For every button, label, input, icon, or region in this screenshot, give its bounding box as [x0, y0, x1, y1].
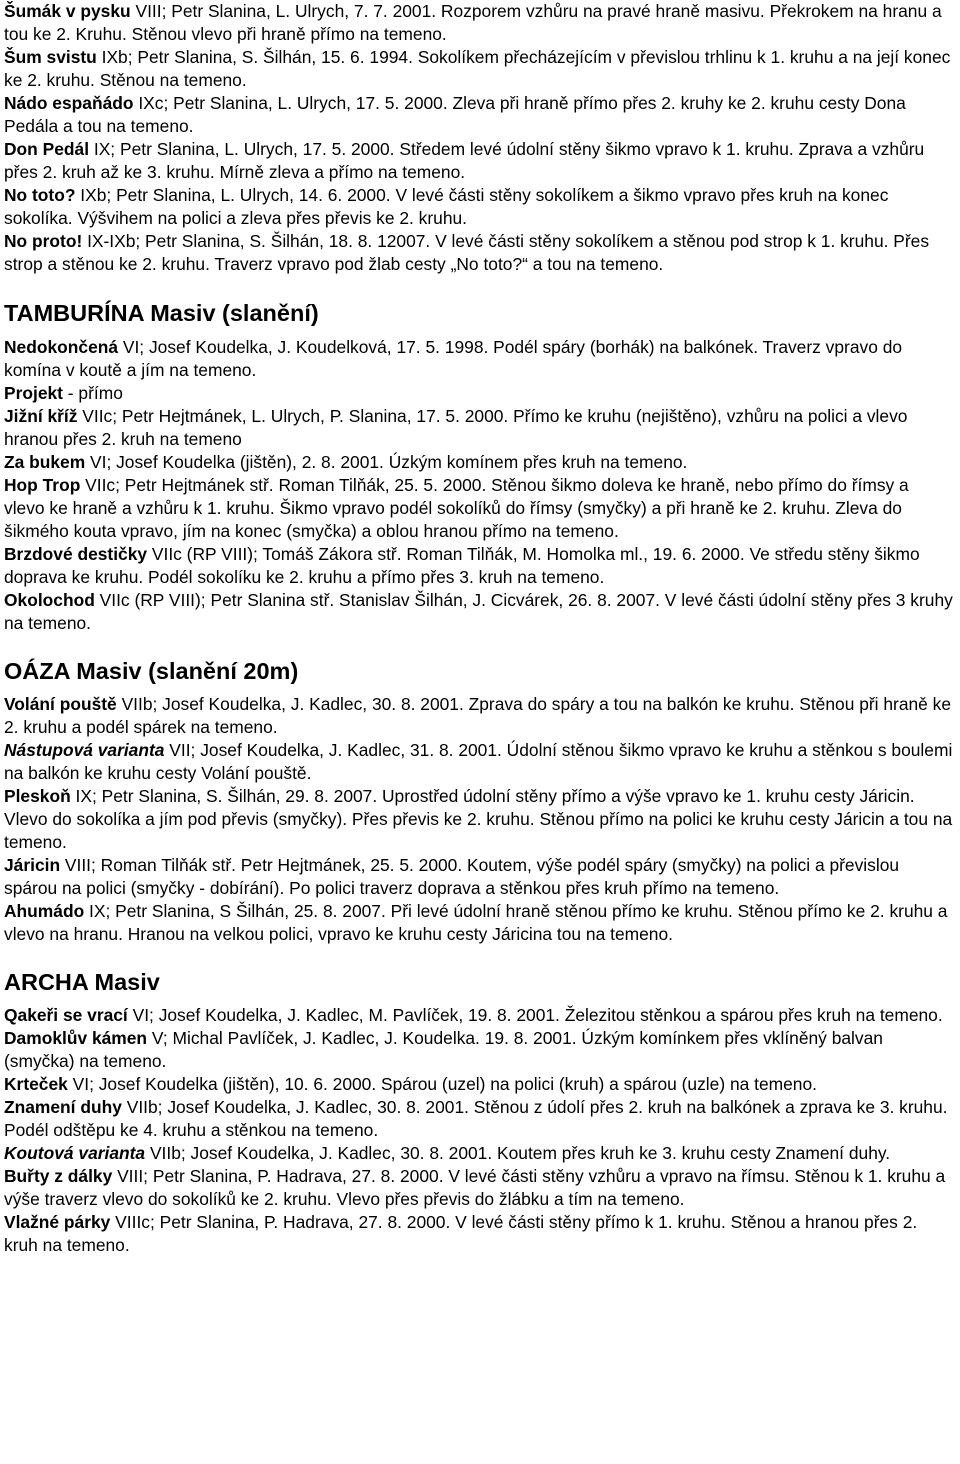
route-name: Projekt	[4, 383, 63, 403]
route-description: VIIIc; Petr Slanina, P. Hadrava, 27. 8. 2000. V levé části stěny přímo k 1. kruhu. Stěnou a hranou přes 2. kruh na temeno.	[4, 1212, 918, 1255]
route-name: Damoklův kámen	[4, 1028, 148, 1048]
route-description: IXb; Petr Slanina, L. Ulrych, 14. 6. 2000. V levé části stěny sokolíkem a šikmo vpravo přes kruh na konec sokolíka. Výšvihem na polici a zleva přes převis ke 2. kruhu.	[4, 185, 889, 228]
route-description: IX; Petr Slanina, S. Šilhán, 29. 8. 2007. Uprostřed údolní stěny přímo a výše vpravo ke 1. kruhu cesty Járicin. Vlevo do sokolíka a jím pod převis (smyčky). Přes převis ke 2. kruhu. Stěnou přímo na polici ke kruhu cesty Járicin a tou na temeno.	[4, 786, 953, 852]
route-name: No proto!	[4, 231, 83, 251]
route-znameni-duhy	[4, 1096, 954, 1142]
tamburina-section	[4, 299, 954, 635]
route-sumak-v-pysku	[4, 0, 954, 46]
route-nastupova-varianta	[4, 739, 954, 785]
route-nado-espanado	[4, 92, 954, 138]
section-heading-archa: ARCHA Masiv	[4, 969, 160, 995]
route-name: Pleskoň	[4, 786, 71, 806]
route-vlazne-parky	[4, 1211, 954, 1257]
route-description: IXb; Petr Slanina, S. Šilhán, 15. 6. 1994. Sokolíkem přecházejícím v převislou trhlinu k 1. kruhu a na její konec ke 2. kruhu. Stěnou na temeno.	[4, 47, 951, 90]
route-name: Don Pedál	[4, 139, 90, 159]
route-description: VII; Josef Koudelka, J. Kadlec, 31. 8. 2001. Údolní stěnou šikmo vpravo ke kruhu a stěnkou s boulemi na balkón ke kruhu cesty Volání pouště.	[4, 740, 953, 783]
route-description: IX; Petr Slanina, S Šilhán, 25. 8. 2007. Při levé údolní hraně stěnou přímo ke kruhu. Stěnou přímo ke 2. kruhu a vlevo na hranu. Hranou na velkou polici, vpravo ke kruhu cesty Járicina tou na temeno.	[4, 901, 948, 944]
route-ahumado	[4, 900, 954, 946]
route-name: Okolochod	[4, 590, 95, 610]
route-name: Za bukem	[4, 452, 86, 472]
route-name: Nástupová varianta	[4, 740, 165, 760]
route-brzdove-desticky	[4, 543, 954, 589]
route-name: Volání pouště	[4, 694, 117, 714]
route-name: Brzdové destičky	[4, 544, 148, 564]
route-krtecek	[4, 1073, 954, 1096]
route-description: IX; Petr Slanina, L. Ulrych, 17. 5. 2000. Středem levé údolní stěny šikmo vpravo k 1. kruhu. Zprava a vzhůru přes 2. kruh až ke 3. kruhu. Mírně zleva a přímo na temeno.	[4, 139, 925, 182]
route-name: Znamení duhy	[4, 1097, 122, 1117]
route-description: VI; Josef Koudelka (jištěn), 2. 8. 2001. Úzkým komínem přes kruh na temeno.	[85, 452, 688, 472]
section-heading-oaza: OÁZA Masiv (slanění 20m)	[4, 658, 299, 684]
route-description: VIII; Roman Tilňák stř. Petr Hejtmánek, 25. 5. 2000. Koutem, výše podél spáry (smyčky) na polici a převislou spárou na polici (smyčky - dobírání). Po polici traverz doprava a stěnkou přes kruh přímo na temeno.	[4, 855, 900, 898]
route-name: Šumák v pysku	[4, 1, 131, 21]
route-jizni-kriz	[4, 405, 954, 451]
route-name: Hop Trop	[4, 475, 81, 495]
route-za-bukem	[4, 451, 954, 474]
route-description: VI; Josef Koudelka (jištěn), 10. 6. 2000. Spárou (uzel) na polici (kruh) a spárou (uzle) na temeno.	[67, 1074, 817, 1094]
route-koutova-varianta	[4, 1142, 954, 1165]
route-name: Krteček	[4, 1074, 68, 1094]
route-name: Nedokončená	[4, 337, 119, 357]
route-description: VIII; Petr Slanina, P. Hadrava, 27. 8. 2000. V levé části stěny vzhůru a vpravo na římsu. Stěnou k 1. kruhu a výše traverz vlevo do sokolíků ke 2. kruhu. Vlevo přes převis do žlábku a tím na temeno.	[4, 1166, 946, 1209]
route-name: Qakeři se vrací	[4, 1005, 128, 1025]
route-description: VIII; Petr Slanina, L. Ulrych, 7. 7. 2001. Rozporem vzhůru na pravé hraně masivu. Překrokem na hranu a tou ke 2. Kruhu. Stěnou vlevo při hraně přímo na temeno.	[4, 1, 942, 44]
route-damokluv-kamen	[4, 1027, 954, 1073]
route-description: VIIc; Petr Hejtmánek, L. Ulrych, P. Slanina, 17. 5. 2000. Přímo ke kruhu (nejištěno), vzhůru na polici a vlevo hranou přes 2. kruh na temeno	[4, 406, 908, 449]
route-description: V; Michal Pavlíček, J. Kadlec, J. Koudelka. 19. 8. 2001. Úzkým komínkem přes vklíněný balvan (smyčka) na temeno.	[4, 1028, 883, 1071]
route-projekt	[4, 382, 954, 405]
route-name: Járicin	[4, 855, 61, 875]
route-name: Šum svistu	[4, 47, 97, 67]
route-qakeri-se-vraci	[4, 1004, 954, 1027]
route-hop-trop	[4, 474, 954, 543]
route-description: VI; Josef Koudelka, J. Kadlec, M. Pavlíček, 19. 8. 2001. Železitou stěnkou a spárou přes kruh na temeno.	[127, 1005, 943, 1025]
top-section	[4, 0, 954, 276]
route-jaricin	[4, 854, 954, 900]
route-name: No toto?	[4, 185, 76, 205]
route-description: VIIc; Petr Hejtmánek stř. Roman Tilňák, 25. 5. 2000. Stěnou šikmo doleva ke hraně, nebo přímo do římsy a vlevo ke hraně a vzhůru k 1. kruhu. Šikmo vpravo podél sokolíků do římsy (smyčky) a při hraně ke 2. kruhu. Zleva do šikmého kouta vpravo, jím na konec (smyčka) a oblou hranou přímo na temeno.	[4, 475, 909, 541]
route-no-proto	[4, 230, 954, 276]
route-description: - přímo	[62, 383, 123, 403]
route-name: Vlažné párky	[4, 1212, 111, 1232]
route-no-toto	[4, 184, 954, 230]
route-description: VIIb; Josef Koudelka, J. Kadlec, 30. 8. 2001. Stěnou z údolí přes 2. kruh na balkónek a zprava ke 3. kruhu. Podél odštěpu ke 4. kruhu a stěnkou na temeno.	[4, 1097, 948, 1140]
route-okolochod	[4, 589, 954, 635]
oaza-section	[4, 657, 954, 946]
route-description: IXc; Petr Slanina, L. Ulrych, 17. 5. 2000. Zleva při hraně přímo přes 2. kruhy ke 2. kruhu cesty Dona Pedála a tou na temeno.	[4, 93, 906, 136]
route-name: Buřty z dálky	[4, 1166, 113, 1186]
route-volani-pouste	[4, 693, 954, 739]
route-name: Nádo espaňádo	[4, 93, 134, 113]
route-name: Koutová varianta	[4, 1143, 146, 1163]
route-name: Ahumádo	[4, 901, 85, 921]
route-description: VIIc (RP VIII); Petr Slanina stř. Stanislav Šilhán, J. Cicvárek, 26. 8. 2007. V levé části údolní stěny přes 3 kruhy na temeno.	[4, 590, 953, 633]
route-description: VIIb; Josef Koudelka, J. Kadlec, 30. 8. 2001. Zprava do spáry a tou na balkón ke kruhu. Stěnou při hraně ke 2. kruhu a podél spárek na temeno.	[4, 694, 952, 737]
route-description: VIIb; Josef Koudelka, J. Kadlec, 30. 8. 2001. Koutem přes kruh ke 3. kruhu cesty Znamení duhy.	[145, 1143, 891, 1163]
archa-section	[4, 968, 954, 1257]
route-burty-z-dalky	[4, 1165, 954, 1211]
route-sum-svistu	[4, 46, 954, 92]
route-don-pedal	[4, 138, 954, 184]
route-description: VIIc (RP VIII); Tomáš Zákora stř. Roman Tilňák, M. Homolka ml., 19. 6. 2000. Ve středu stěny šikmo doprava ke kruhu. Podél sokolíku ke 2. kruhu a přímo přes 3. kruh na temeno.	[4, 544, 920, 587]
route-description: IX-IXb; Petr Slanina, S. Šilhán, 18. 8. 12007. V levé části stěny sokolíkem a stěnou pod strop k 1. kruhu. Přes strop a stěnou ke 2. kruhu. Traverz vpravo pod žlab cesty „No toto?“ a tou na temeno.	[4, 231, 930, 274]
route-name: Jižní kříž	[4, 406, 78, 426]
route-description: VI; Josef Koudelka, J. Koudelková, 17. 5. 1998. Podél spáry (borhák) na balkónek. Traverz vpravo do komína v koutě a jím na temeno.	[4, 337, 903, 380]
section-heading-tamburina: TAMBURÍNA Masiv (slanění)	[4, 300, 319, 326]
route-pleskon	[4, 785, 954, 854]
route-nedokoncena	[4, 336, 954, 382]
